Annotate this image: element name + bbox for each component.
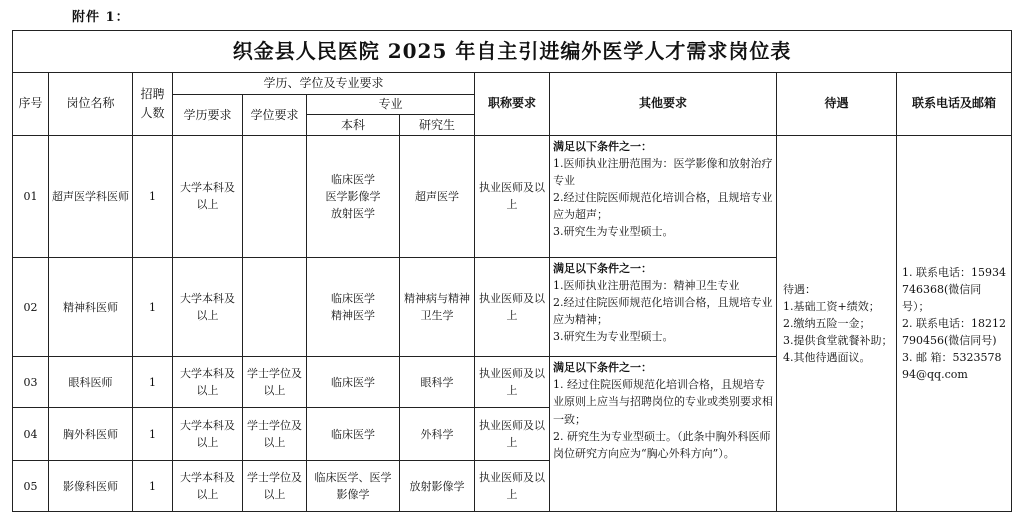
table-row: [13, 135, 1012, 257]
other-item: 1.医师执业注册范围为：精神卫生专业: [553, 278, 740, 292]
undergrad-line: 临床医学: [331, 292, 375, 305]
cell-title-req: 执业医师及以上: [475, 408, 550, 461]
cell-undergrad: 临床医学: [307, 408, 400, 461]
cell-position: 精神科医师: [49, 257, 133, 357]
cell-position: 眼科医师: [49, 357, 133, 408]
cell-position: 超声医学科医师: [49, 135, 133, 257]
cell-graduate: 眼科学: [400, 357, 475, 408]
contact-item: 2. 联系电话：18212790456(微信同号): [902, 316, 1006, 347]
header-title-req: 职称要求: [475, 72, 550, 135]
other-item: 2.经过住院医师规范化培训合格，且规培专业应为精神；: [553, 295, 773, 326]
cell-degree: [243, 135, 307, 257]
treatment-label: 待遇：: [783, 282, 816, 296]
cell-title-req: 执业医师及以上: [475, 135, 550, 257]
cell-contact: [897, 135, 1012, 511]
job-requirements-table: [12, 30, 1012, 512]
header-row-1: [13, 72, 1012, 94]
header-position: 岗位名称: [49, 72, 133, 135]
cell-count: 1: [133, 357, 173, 408]
cell-count: 1: [133, 461, 173, 512]
other-item: 3.研究生为专业型硕士。: [553, 224, 674, 238]
header-contact: 联系电话及邮箱: [897, 72, 1012, 135]
cell-graduate: 超声医学: [400, 135, 475, 257]
treatment-item: 1.基础工资+绩效；: [783, 299, 880, 313]
cell-edu: 大学本科及以上: [173, 408, 243, 461]
header-major: 专业: [307, 95, 475, 115]
cell-count: 1: [133, 135, 173, 257]
attachment-label: 附件 1：: [72, 10, 130, 25]
cell-edu: 大学本科及以上: [173, 257, 243, 357]
header-edu-group: 学历、学位及专业要求: [173, 72, 475, 94]
header-treatment: 待遇: [777, 72, 897, 135]
treatment-item: 4.其他待遇面议。: [783, 350, 871, 364]
cell-position: 胸外科医师: [49, 408, 133, 461]
cell-undergrad: 临床医学: [307, 357, 400, 408]
cell-degree: 学士学位及以上: [243, 461, 307, 512]
header-edu: 学历要求: [173, 95, 243, 136]
cell-undergrad: [307, 135, 400, 257]
cell-count: 1: [133, 257, 173, 357]
cell-undergrad: [307, 257, 400, 357]
contact-item: 1. 联系电话：15934746368(微信同号）；: [902, 265, 1006, 313]
other-heading: 满足以下条件之一：: [553, 139, 652, 153]
table-title: 织金县人民医院 2025 年自主引进编外医学人才需求岗位表: [13, 31, 1012, 73]
cell-degree: 学士学位及以上: [243, 357, 307, 408]
other-item: 2. 研究生为专业型硕士。（此条中胸外科医师岗位研究方向应为“胸心外科方向”）。: [553, 429, 771, 460]
other-item: 1.医师执业注册范围为：医学影像和放射治疗专业: [553, 156, 773, 187]
cell-edu: 大学本科及以上: [173, 461, 243, 512]
header-other: 其他要求: [550, 72, 777, 135]
cell-treatment: [777, 135, 897, 511]
cell-degree: 学士学位及以上: [243, 408, 307, 461]
undergrad-line: 精神医学: [331, 309, 375, 323]
cell-edu: 大学本科及以上: [173, 135, 243, 257]
title-row: [13, 31, 1012, 73]
treatment-item: 2.缴纳五险一金；: [783, 316, 871, 330]
cell-other-1: [550, 135, 777, 257]
header-undergrad: 本科: [307, 115, 400, 135]
cell-no: 01: [13, 135, 49, 257]
cell-no: 04: [13, 408, 49, 461]
undergrad-line: 临床医学: [331, 172, 375, 186]
cell-edu: 大学本科及以上: [173, 357, 243, 408]
cell-title-req: 执业医师及以上: [475, 257, 550, 357]
header-degree: 学位要求: [243, 95, 307, 136]
cell-no: 05: [13, 461, 49, 512]
cell-count: 1: [133, 408, 173, 461]
header-graduate: 研究生: [400, 115, 475, 135]
cell-position: 影像科医师: [49, 461, 133, 512]
cell-degree: [243, 257, 307, 357]
other-heading: 满足以下条件之一：: [553, 261, 652, 275]
other-heading: 满足以下条件之一：: [553, 361, 652, 375]
cell-title-req: 执业医师及以上: [475, 461, 550, 512]
other-item: 2.经过住院医师规范化培训合格，且规培专业应为超声；: [553, 190, 773, 221]
treatment-item: 3.提供食堂就餐补助；: [783, 333, 893, 347]
cell-graduate: 外科学: [400, 408, 475, 461]
cell-other-3: [550, 357, 777, 512]
cell-undergrad: 临床医学、医学影像学: [307, 461, 400, 512]
other-item: 3.研究生为专业型硕士。: [553, 329, 674, 343]
undergrad-line: 放射医学: [331, 206, 375, 220]
header-no: 序号: [13, 72, 49, 135]
contact-item: 3. 邮 箱：532357894@qq.com: [902, 350, 1002, 381]
header-count: 招聘人数: [133, 72, 173, 135]
cell-graduate: 精神病与精神卫生学: [400, 257, 475, 357]
cell-other-2: [550, 257, 777, 357]
cell-graduate: 放射影像学: [400, 461, 475, 512]
cell-no: 02: [13, 257, 49, 357]
cell-title-req: 执业医师及以上: [475, 357, 550, 408]
other-item: 1. 经过住院医师规范化培训合格，且规培专业原则上应当与招聘岗位的专业或类别要求相一致；: [553, 378, 773, 426]
undergrad-line: 医学影像学: [325, 189, 381, 203]
cell-no: 03: [13, 357, 49, 408]
